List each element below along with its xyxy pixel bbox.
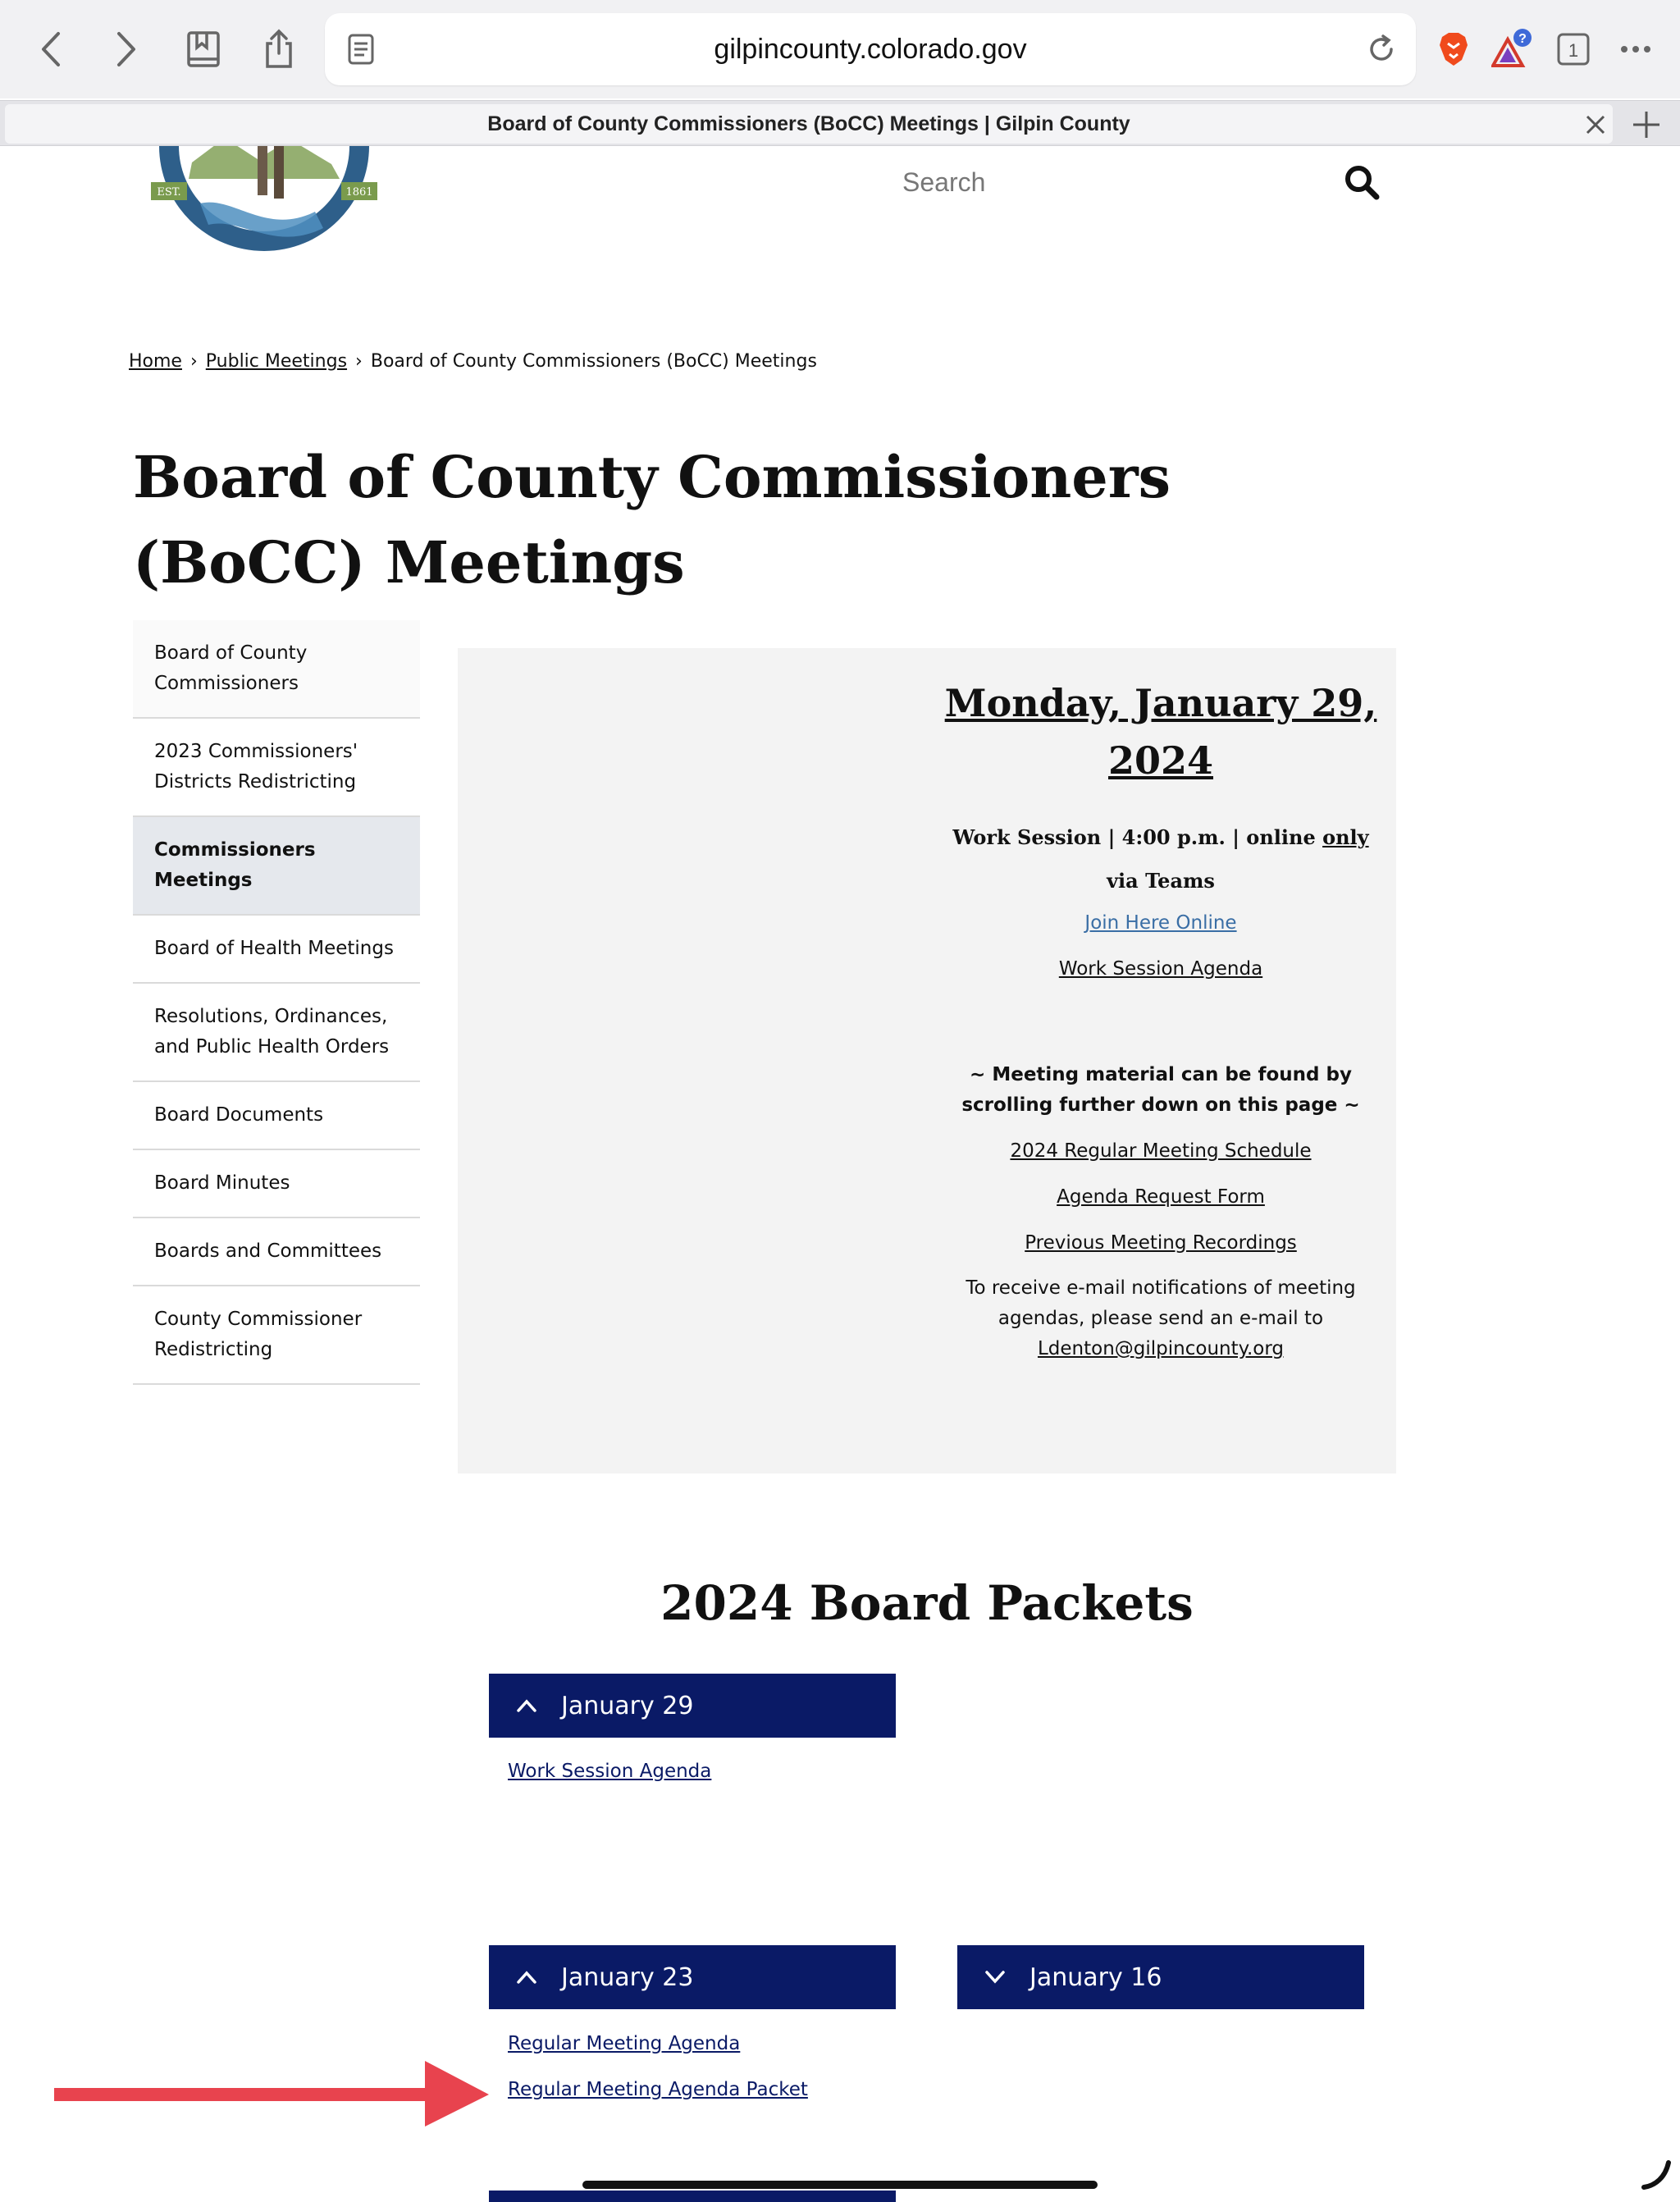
session-details — [943, 815, 1378, 902]
active-tab[interactable] — [5, 104, 1613, 144]
chevron-right-icon — [114, 30, 139, 68]
accordion-partial — [489, 2191, 896, 2202]
regular-meeting-schedule-link[interactable]: 2024 Regular Meeting Schedule — [1010, 1140, 1312, 1162]
sidebar-item-board-of-health-meetings[interactable]: Board of Health Meetings — [133, 916, 420, 984]
brave-shields-button[interactable] — [1429, 25, 1478, 74]
page-title: Board of County Commissioners (BoCC) Meetings — [133, 443, 1171, 596]
agenda-request-form-link[interactable]: Agenda Request Form — [1057, 1186, 1265, 1208]
sidebar-item-board-of-county-commissioners[interactable]: Board of County Commissioners — [133, 620, 420, 719]
previous-recordings-link[interactable]: Previous Meeting Recordings — [1025, 1232, 1297, 1254]
logo-text: COLORADO — [185, 267, 343, 290]
address-bar[interactable] — [325, 13, 1416, 85]
jan23-regular-meeting-agenda-link[interactable]: Regular Meeting Agenda — [508, 2033, 741, 2054]
tab-strip — [0, 100, 1680, 146]
chevron-left-icon — [39, 30, 63, 68]
session-suffix: via Teams — [1107, 869, 1215, 893]
jan29-work-session-agenda-link[interactable]: Work Session Agenda — [508, 1761, 712, 1782]
brave-rewards-button[interactable] — [1488, 25, 1537, 74]
breadcrumb-home[interactable]: Home — [129, 351, 182, 372]
pencil-hook-icon — [1641, 2158, 1673, 2191]
breadcrumb-current: Board of County Commissioners (BoCC) Meetings — [370, 351, 817, 372]
session-only: only — [1322, 825, 1369, 849]
logo-est: EST. — [157, 186, 181, 199]
tab-count: 1 — [1568, 40, 1579, 61]
sidebar-item-board-minutes[interactable]: Board Minutes — [133, 1150, 420, 1218]
jan23-regular-meeting-agenda-packet-link[interactable]: Regular Meeting Agenda Packet — [508, 2079, 808, 2100]
session-prefix: Work Session | 4:00 p.m. | online — [952, 825, 1323, 849]
join-online-link[interactable]: Join Here Online — [1084, 912, 1237, 934]
chevron-up-icon — [510, 1961, 543, 1994]
meeting-material-note: ~ Meeting material can be found by scrolling further down on this page ~ — [961, 1064, 1360, 1116]
breadcrumb-separator: › — [189, 351, 198, 372]
share-icon — [262, 29, 295, 70]
annotation-arrow-icon — [54, 2061, 489, 2127]
accordion-label: January 23 — [561, 1962, 694, 1992]
rewards-triangle-icon — [1491, 28, 1534, 71]
reload-icon[interactable] — [1365, 33, 1398, 66]
chevron-down-icon — [979, 1961, 1011, 1994]
notification-text — [943, 1273, 1378, 1364]
home-indicator[interactable] — [582, 2181, 1098, 2189]
sidebar-item-resolutions-ordinances[interactable]: Resolutions, Ordinances, and Public Health Orders — [133, 984, 420, 1082]
meeting-date-heading: Monday, January 29, 2024 — [944, 681, 1377, 783]
sidebar-item-board-documents[interactable]: Board Documents — [133, 1082, 420, 1150]
more-menu-button[interactable] — [1611, 25, 1660, 74]
tabs-button[interactable] — [1549, 25, 1598, 74]
breadcrumb-separator: › — [355, 351, 363, 372]
back-button[interactable] — [26, 25, 75, 74]
accordion-label: January 29 — [561, 1691, 694, 1720]
sidebar-item-boards-and-committees[interactable]: Boards and Committees — [133, 1218, 420, 1286]
accordion-label: January 16 — [1029, 1962, 1162, 1992]
forward-button[interactable] — [102, 25, 151, 74]
search-icon[interactable] — [1344, 164, 1380, 200]
new-tab-icon[interactable] — [1631, 109, 1662, 140]
logo-year: 1861 — [345, 186, 373, 199]
tab-title: Board of County Commissioners (BoCC) Meetings | Gilpin County — [487, 112, 1130, 135]
sidebar-item-districts-redistricting[interactable]: 2023 Commissioners' Districts Redistricting — [133, 719, 420, 817]
search-input[interactable]: Search — [902, 167, 986, 197]
bookmarks-icon — [185, 30, 221, 69]
tabs-icon — [1555, 31, 1591, 67]
sidebar-nav — [133, 620, 420, 1385]
notification-message: To receive e-mail notifications of meeting agendas, please send an e-mail to — [966, 1277, 1356, 1329]
bookmarks-button[interactable] — [179, 25, 228, 74]
sidebar-item-commissioners-meetings[interactable]: Commissioners Meetings — [133, 817, 420, 916]
rewards-badge: ? — [1518, 32, 1527, 46]
share-button[interactable] — [254, 25, 304, 74]
work-session-agenda-link[interactable]: Work Session Agenda — [1058, 958, 1263, 980]
ellipsis-icon — [1619, 44, 1652, 54]
chevron-up-icon — [510, 1689, 543, 1722]
breadcrumb — [129, 351, 817, 372]
accordion-january-29[interactable] — [489, 1674, 896, 1738]
browser-toolbar — [0, 0, 1680, 98]
accordion-january-16[interactable] — [957, 1945, 1364, 2009]
breadcrumb-public-meetings[interactable]: Public Meetings — [205, 351, 348, 372]
close-tab-icon[interactable] — [1585, 114, 1606, 135]
email-link[interactable]: Ldenton@gilpincounty.org — [1037, 1338, 1284, 1359]
board-packets-heading: 2024 Board Packets — [660, 1575, 1194, 1631]
url-text[interactable]: gilpincounty.colorado.gov — [714, 34, 1027, 65]
accordion-january-23[interactable] — [489, 1945, 896, 2009]
sidebar-item-commissioner-redistricting[interactable]: County Commissioner Redistricting — [133, 1286, 420, 1385]
brave-lion-icon — [1437, 30, 1470, 68]
gilpin-county-logo[interactable] — [151, 146, 377, 294]
